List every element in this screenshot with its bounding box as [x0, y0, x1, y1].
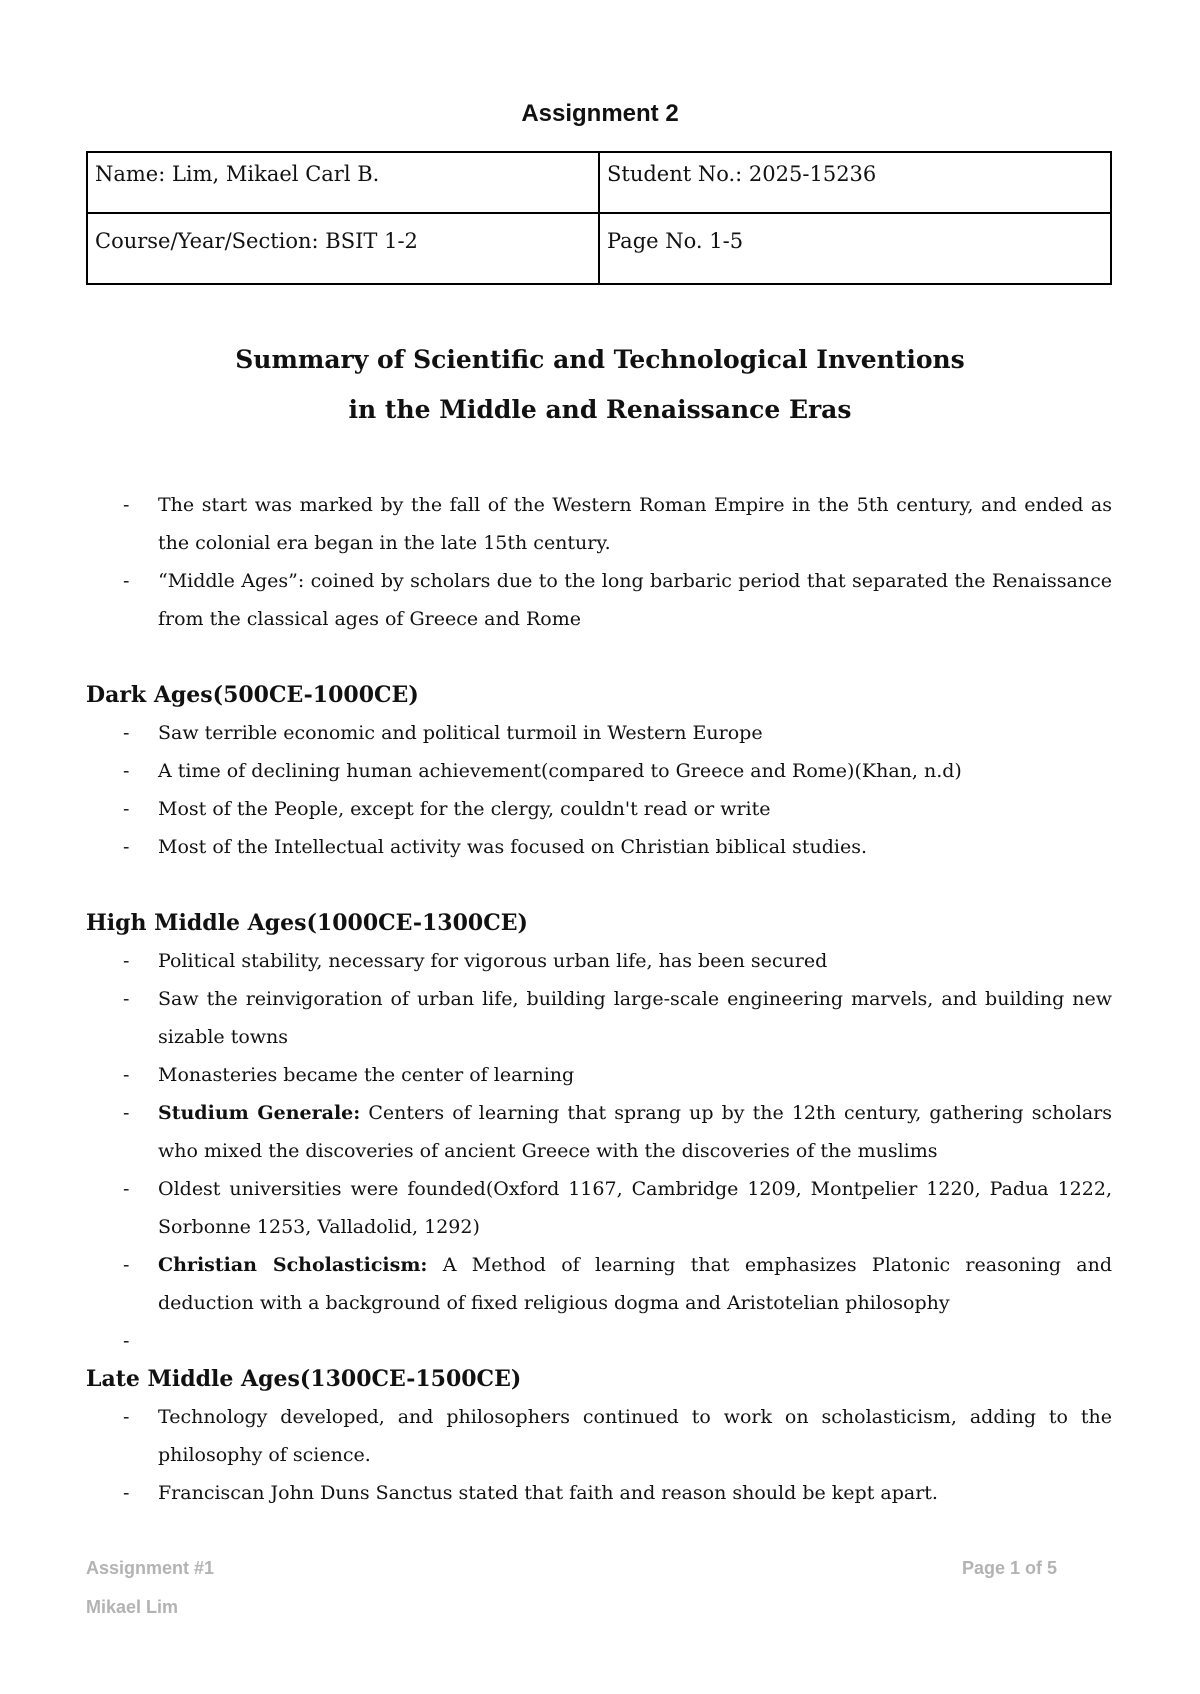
section-heading-high-middle-ages: High Middle Ages(1000CE-1300CE) — [86, 910, 528, 936]
scholasticism-term: Christian Scholasticism: — [158, 1254, 428, 1276]
list-item: - Monasteries became the center of learning — [86, 1056, 1112, 1094]
list-item — [86, 1246, 1112, 1322]
section-heading-dark-ages: Dark Ages(500CE-1000CE) — [86, 682, 419, 708]
dark-ages-list — [86, 714, 1112, 866]
assignment-title: Assignment 2 — [521, 100, 679, 127]
intro-list — [86, 486, 1112, 638]
scholasticism-text: A Method of learning that emphasizes Platonic reasoning and deduction with a background of fixed religious dogma and Aristotelian philosophy — [158, 1254, 1112, 1314]
document-title-line1: Summary of Scientific and Technological Inventions — [235, 345, 965, 374]
list-item: - Most of the People, except for the clergy, couldn't read or write — [86, 790, 1112, 828]
list-item: - Saw terrible economic and political turmoil in Western Europe — [86, 714, 1112, 752]
list-item: - Oldest universities were founded(Oxford 1167, Cambridge 1209, Montpelier 1220, Padua 1222, Sorbonne 1253, Valladolid, 1292) — [86, 1170, 1112, 1246]
studium-generale-text: Centers of learning that sprang up by the 12th century, gathering scholars who mixed the discoveries of ancient Greece with the discoveries of the muslims — [158, 1102, 1112, 1162]
list-item: - “Middle Ages”: coined by scholars due to the long barbaric period that separated the Renaissance from the classical ages of Greece and Rome — [86, 562, 1112, 638]
page-no-cell: Page No. 1-5 — [599, 213, 1111, 284]
name-cell: Name: Lim, Mikael Carl B. — [87, 152, 599, 213]
course-cell: Course/Year/Section: BSIT 1-2 — [87, 213, 599, 284]
document-body — [86, 486, 1112, 1512]
table-row — [87, 213, 1111, 284]
footer-author: Mikael Lim — [86, 1597, 179, 1617]
spacer — [86, 638, 1112, 676]
footer-assignment-label: Assignment #1 — [86, 1558, 215, 1578]
list-item: - Political stability, necessary for vigorous urban life, has been secured — [86, 942, 1112, 980]
student-info-table — [86, 151, 1112, 285]
late-middle-ages-list — [86, 1398, 1112, 1512]
spacer — [86, 866, 1112, 904]
list-item: - Technology developed, and philosophers continued to work on scholasticism, adding to the philosophy of science. — [86, 1398, 1112, 1474]
list-item — [86, 1094, 1112, 1170]
section-heading-late-middle-ages: Late Middle Ages(1300CE-1500CE) — [86, 1366, 522, 1392]
list-item: - Saw the reinvigoration of urban life, building large-scale engineering marvels, and building new sizable towns — [86, 980, 1112, 1056]
high-middle-ages-list — [86, 942, 1112, 1360]
list-item: - The start was marked by the fall of the Western Roman Empire in the 5th century, and ended as the colonial era began in the late 15th century. — [86, 486, 1112, 562]
empty-list-item — [86, 1322, 1112, 1360]
list-item: - Franciscan John Duns Sanctus stated that faith and reason should be kept apart. — [86, 1474, 1112, 1512]
studium-generale-term: Studium Generale: — [158, 1102, 361, 1124]
document-title-line2: in the Middle and Renaissance Eras — [348, 395, 852, 424]
list-item: - Most of the Intellectual activity was focused on Christian biblical studies. — [86, 828, 1112, 866]
footer-page-number: Page 1 of 5 — [962, 1558, 1058, 1578]
table-row — [87, 152, 1111, 213]
list-item: - A time of declining human achievement(compared to Greece and Rome)(Khan, n.d) — [86, 752, 1112, 790]
student-no-cell: Student No.: 2025-15236 — [599, 152, 1111, 213]
